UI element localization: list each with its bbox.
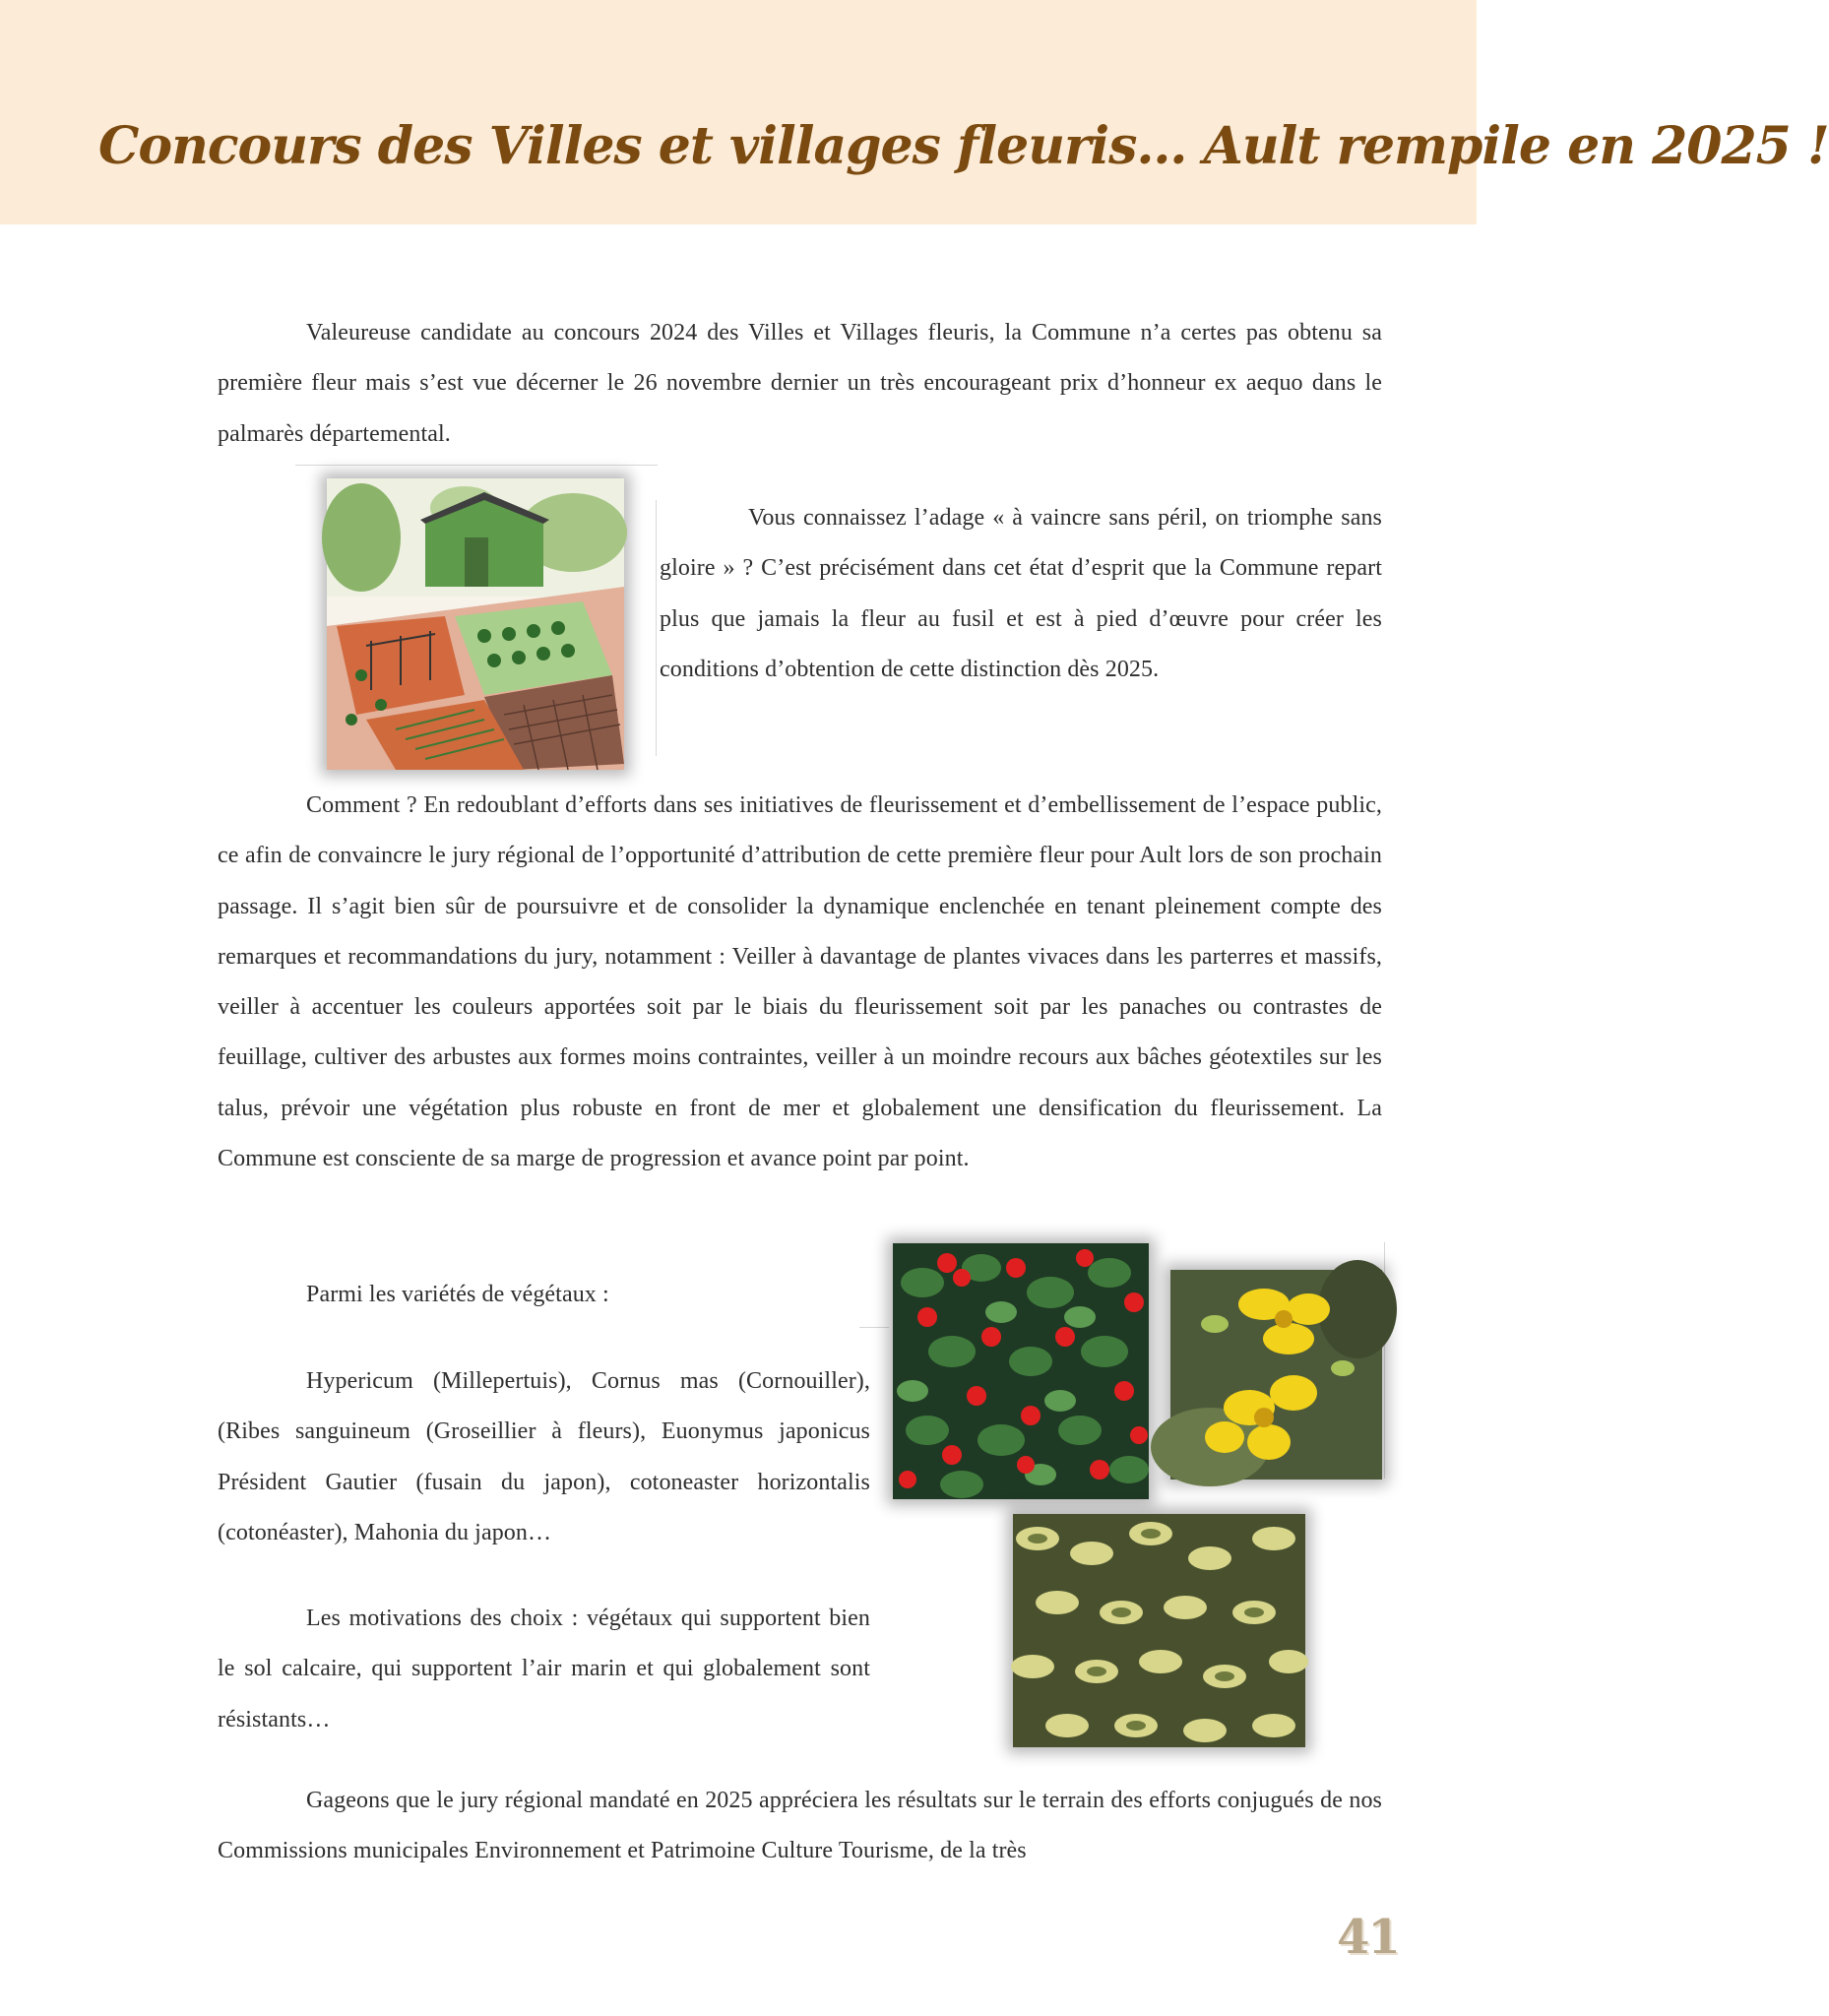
divider: [656, 500, 657, 756]
paragraph-adage: Vous connaissez l’adage « à vaincre sans péril, on triomphe sans gloire » ? C’est précisément dans cet état d’esprit que la Commune repart plus que jamais la fleur au fusil et est à pied d’œuvre pour créer les conditions d’obtention de cette distinction dès 2025.: [660, 505, 1382, 682]
paragraph-motivations: Les motivations des choix : végétaux qui supportent bien le sol calcaire, qui supportent l’air marin et qui globalement sont résistants…: [218, 1606, 870, 1732]
paragraph-varietes: Parmi les variétés de végétaux :: [306, 1282, 609, 1307]
cotoneaster-berries-photo: [893, 1243, 1149, 1499]
header-banner: [0, 0, 1829, 224]
paragraph-plant-list: Hypericum (Millepertuis), Cornus mas (Cornouiller), (Ribes sanguineum (Groseillier à fleurs), Euonymus japonicus Président Gautier (fusain du japon), cotoneaster horizontalis (cotonéaster), Mahonia du japon…: [218, 1368, 870, 1545]
garden-sketch-image: [327, 478, 624, 770]
paragraph-intro: Valeureuse candidate au concours 2024 des Villes et Villages fleuris, la Commune n’a certes pas obtenu sa première fleur mais s’est vue décerner le 26 novembre dernier un très encourageant prix d’honneur ex aequo dans le palmarès départemental.: [218, 320, 1382, 447]
paragraph-comment: Comment ? En redoublant d’efforts dans ses initiatives de fleurissement et d’embellissement de l’espace public, ce afin de convaincre le jury régional de l’opportunité d’attribution de cette première fleur pour Ault lors de son prochain passage. Il s’agit bien sûr de poursuivre et de consolider la dynamique enclenchée en tenant pleinement compte des remarques et recommandations du jury, notamment : Veiller à davantage de plantes vivaces dans les parterres et massifs, veiller à accentuer les couleurs apportées soit par le biais du fleurissement soit par les panaches ou contrastes de feuillage, cultiver des arbustes aux formes moins contraintes, veiller à un moindre recours aux bâches géotextiles sur les talus, prévoir une végétation plus robuste en front de mer et globalement une densification du fleurissement. La Commune est consciente de sa marge de progression et avance point par point.: [218, 792, 1382, 1172]
euonymus-foliage-photo: [1013, 1514, 1305, 1747]
paragraph-gageons: Gageons que le jury régional mandaté en 2025 appréciera les résultats sur le terrain des efforts conjugués de nos Commissions municipales Environnement et Patrimoine Culture Tourisme, de la très: [218, 1788, 1382, 1864]
hypericum-flower-photo: [1170, 1270, 1382, 1480]
page-title: Concours des Villes et villages fleuris… Ault rempile en 2025 !: [98, 116, 1829, 176]
divider: [859, 1327, 889, 1328]
page-number: 41: [1337, 1910, 1399, 1965]
divider: [295, 465, 658, 466]
